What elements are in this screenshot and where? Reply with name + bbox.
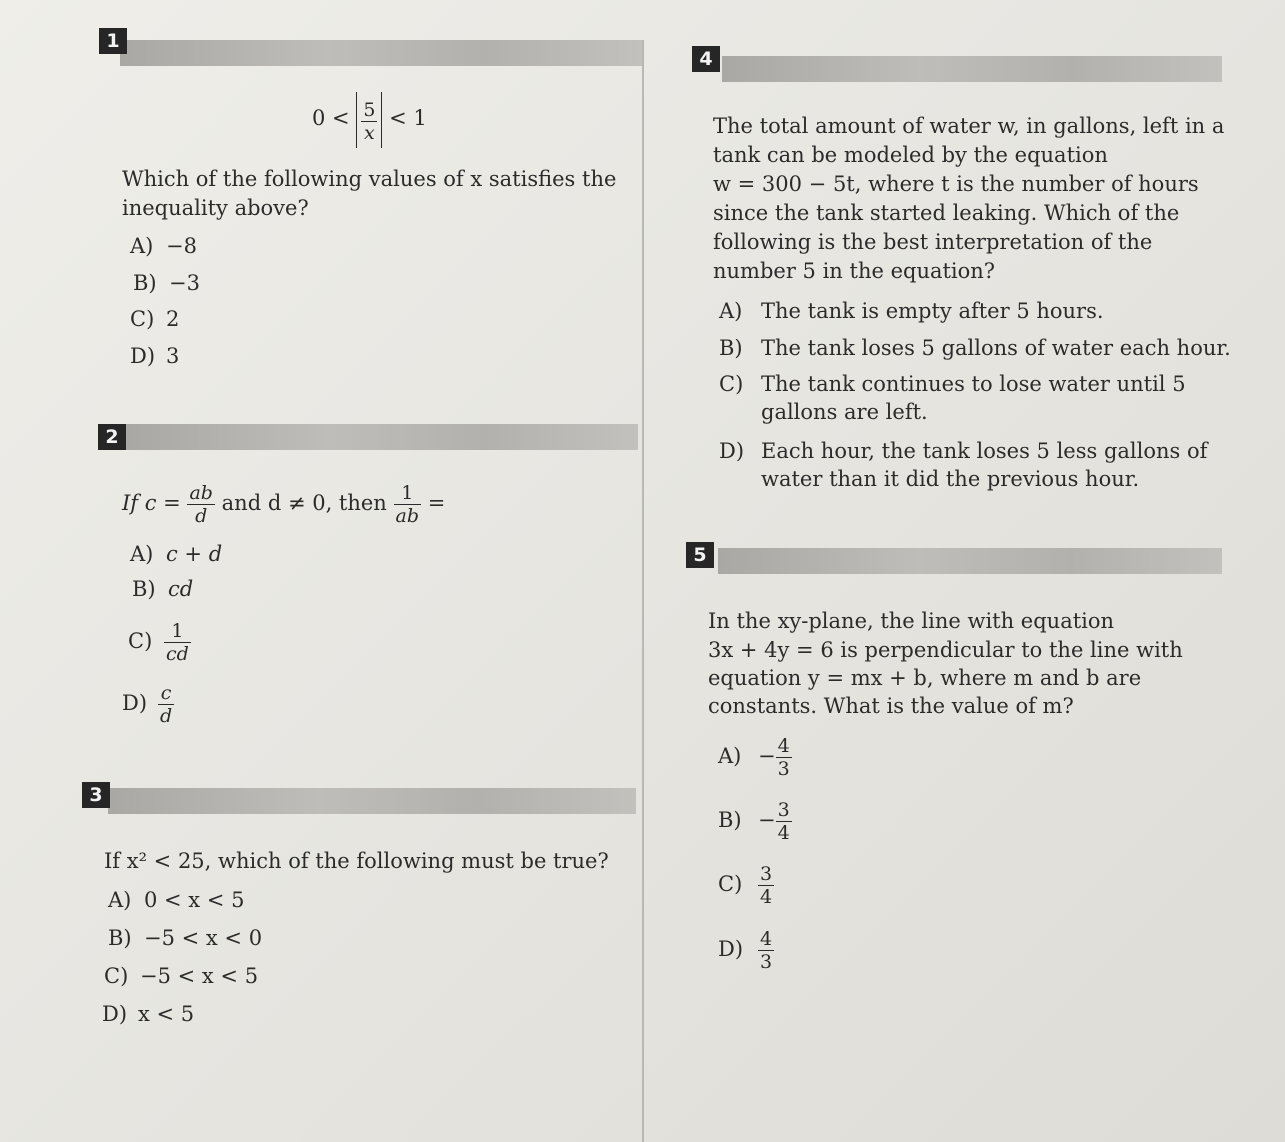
choice-letter: A) [130,234,154,258]
choice-text: −8 [166,234,197,258]
question-1-stem-line-1: Which of the following values of x satisfies the [122,167,617,191]
question-3-choice-d[interactable] [102,1000,194,1028]
question-4-stem-line-5: following is the best interpretation of the [713,230,1153,254]
question-4-stem-line-1: The total amount of water w, in gallons, left in a [713,114,1225,138]
fraction-denominator: 4 [777,822,790,844]
choice-text: x < 5 [138,1002,195,1026]
question-3-stem: If x² < 25, which of the following must be true? [104,849,609,873]
choice-letter: A) [108,888,132,912]
choice-letter: A) [718,744,742,768]
choice-text-line-2: gallons are left. [761,400,928,424]
question-2-choice-c[interactable] [128,614,191,668]
fraction [361,99,377,144]
choice-text: The tank continues to lose water until 5 [761,372,1186,396]
question-4-stem-line-4: since the tank started leaking. Which of the [713,201,1180,225]
question-5-choice-c[interactable] [718,857,774,911]
question-1-number: 1 [99,28,127,54]
choice-letter: A) [130,542,154,566]
question-3-choice-a[interactable] [108,886,244,914]
fraction-numerator: 1 [171,620,184,642]
fraction-numerator: ab [189,482,213,504]
fraction-numerator: 3 [777,799,790,821]
choice-fraction [758,928,774,973]
choice-fraction [158,682,174,727]
question-4-choice-d[interactable] [719,437,1207,493]
fraction-numerator: 4 [777,735,790,757]
choice-fraction [164,620,191,665]
question-2-choice-b[interactable] [132,575,193,603]
fraction-denominator: x [361,121,377,144]
fraction-numerator: 4 [760,928,773,950]
question-5-stem-line-3: equation y = mx + b, where m and b are [708,666,1142,690]
choice-letter: B) [718,808,742,832]
question-5-header-bar [718,548,1222,574]
choice-letter: C) [104,964,129,988]
choice-letter: D) [122,691,148,715]
inequality-left: 0 < [312,106,350,130]
choice-text: Each hour, the tank loses 5 less gallons of [761,439,1208,463]
question-5-stem-line-1: In the xy-plane, the line with equation [708,609,1115,633]
choice-sign: − [758,744,776,768]
choice-letter: C) [130,307,155,331]
choice-letter: D) [718,937,744,961]
choice-letter: A) [719,299,743,323]
choice-text: −5 < x < 0 [144,926,263,950]
question-3-header-bar [108,788,636,814]
fraction-denominator: 3 [777,758,790,780]
fraction-denominator: 4 [760,886,773,908]
question-1-stem-line-2: inequality above? [122,196,309,220]
question-4-header-bar [722,56,1222,82]
question-2-header-bar [126,424,638,450]
choice-letter: B) [719,336,743,360]
choice-text: −3 [169,271,200,295]
fraction-1-over-ab [394,482,422,527]
question-2-choice-a[interactable] [130,540,222,568]
question-5-stem-line-2: 3x + 4y = 6 is perpendicular to the line with [708,638,1183,662]
question-1-choice-a[interactable] [130,232,197,260]
choice-fraction [776,735,792,780]
choice-text-line-2: water than it did the previous hour. [761,467,1140,491]
fraction-numerator: 3 [760,863,773,885]
question-4-choice-a[interactable] [719,297,1104,325]
fraction-ab-over-d [187,482,215,527]
choice-letter: D) [102,1002,128,1026]
choice-letter: D) [130,344,156,368]
question-5-choice-a[interactable] [718,729,792,783]
question-1-choice-d[interactable] [130,342,179,370]
choice-fraction [776,799,792,844]
fraction-numerator: c [160,682,172,704]
question-3-choice-b[interactable] [108,924,262,952]
fraction-denominator: cd [166,643,189,665]
inequality-right: < 1 [389,106,427,130]
column-divider [642,40,644,1142]
question-3-choice-c[interactable] [104,962,258,990]
choice-text: −5 < x < 5 [140,964,259,988]
choice-fraction [758,863,774,908]
stem-if: If c = [122,491,181,515]
absolute-value [356,92,382,148]
choice-letter: B) [133,271,157,295]
question-5-choice-b[interactable] [718,793,792,847]
choice-sign: − [758,808,776,832]
choice-text: c + d [166,542,223,566]
fraction-denominator: d [187,504,215,527]
fraction-denominator: d [160,705,173,727]
question-1-choice-c[interactable] [130,305,179,333]
choice-text: The tank loses 5 gallons of water each hour. [761,336,1231,360]
question-5-stem-line-4: constants. What is the value of m? [708,694,1074,718]
question-4-choice-c[interactable] [719,370,1186,426]
choice-text: 0 < x < 5 [144,888,245,912]
question-5-choice-d[interactable] [718,922,774,976]
question-4-choice-b[interactable] [719,334,1231,362]
choice-letter: C) [718,872,743,896]
choice-letter: D) [719,439,745,463]
choice-text: cd [168,577,194,601]
fraction-numerator: 5 [363,98,376,121]
question-4-number: 4 [692,46,720,72]
question-2-choice-d[interactable] [122,676,174,730]
choice-text: 2 [166,307,180,331]
stem-middle: and d ≠ 0, then [221,491,387,515]
choice-text: The tank is empty after 5 hours. [761,299,1104,323]
question-2-number: 2 [98,424,126,450]
question-4-stem-line-2: tank can be modeled by the equation [713,143,1108,167]
question-3-number: 3 [82,782,110,808]
choice-letter: B) [108,926,132,950]
fraction-numerator: 1 [401,482,414,504]
choice-letter: C) [128,629,153,653]
question-1-choice-b[interactable] [133,269,200,297]
question-1-header-bar [120,40,642,66]
question-4-stem-line-6: number 5 in the equation? [713,259,996,283]
choice-letter: C) [719,372,744,396]
fraction-denominator: ab [395,505,420,527]
fraction-denominator: 3 [760,951,773,973]
question-4-stem-line-3: w = 300 − 5t, where t is the number of hours [713,172,1199,196]
choice-text: 3 [166,344,180,368]
stem-equals: = [427,491,446,515]
question-1-inequality [312,90,427,148]
choice-letter: B) [132,577,156,601]
question-5-number: 5 [686,542,714,568]
question-2-stem [122,476,445,530]
